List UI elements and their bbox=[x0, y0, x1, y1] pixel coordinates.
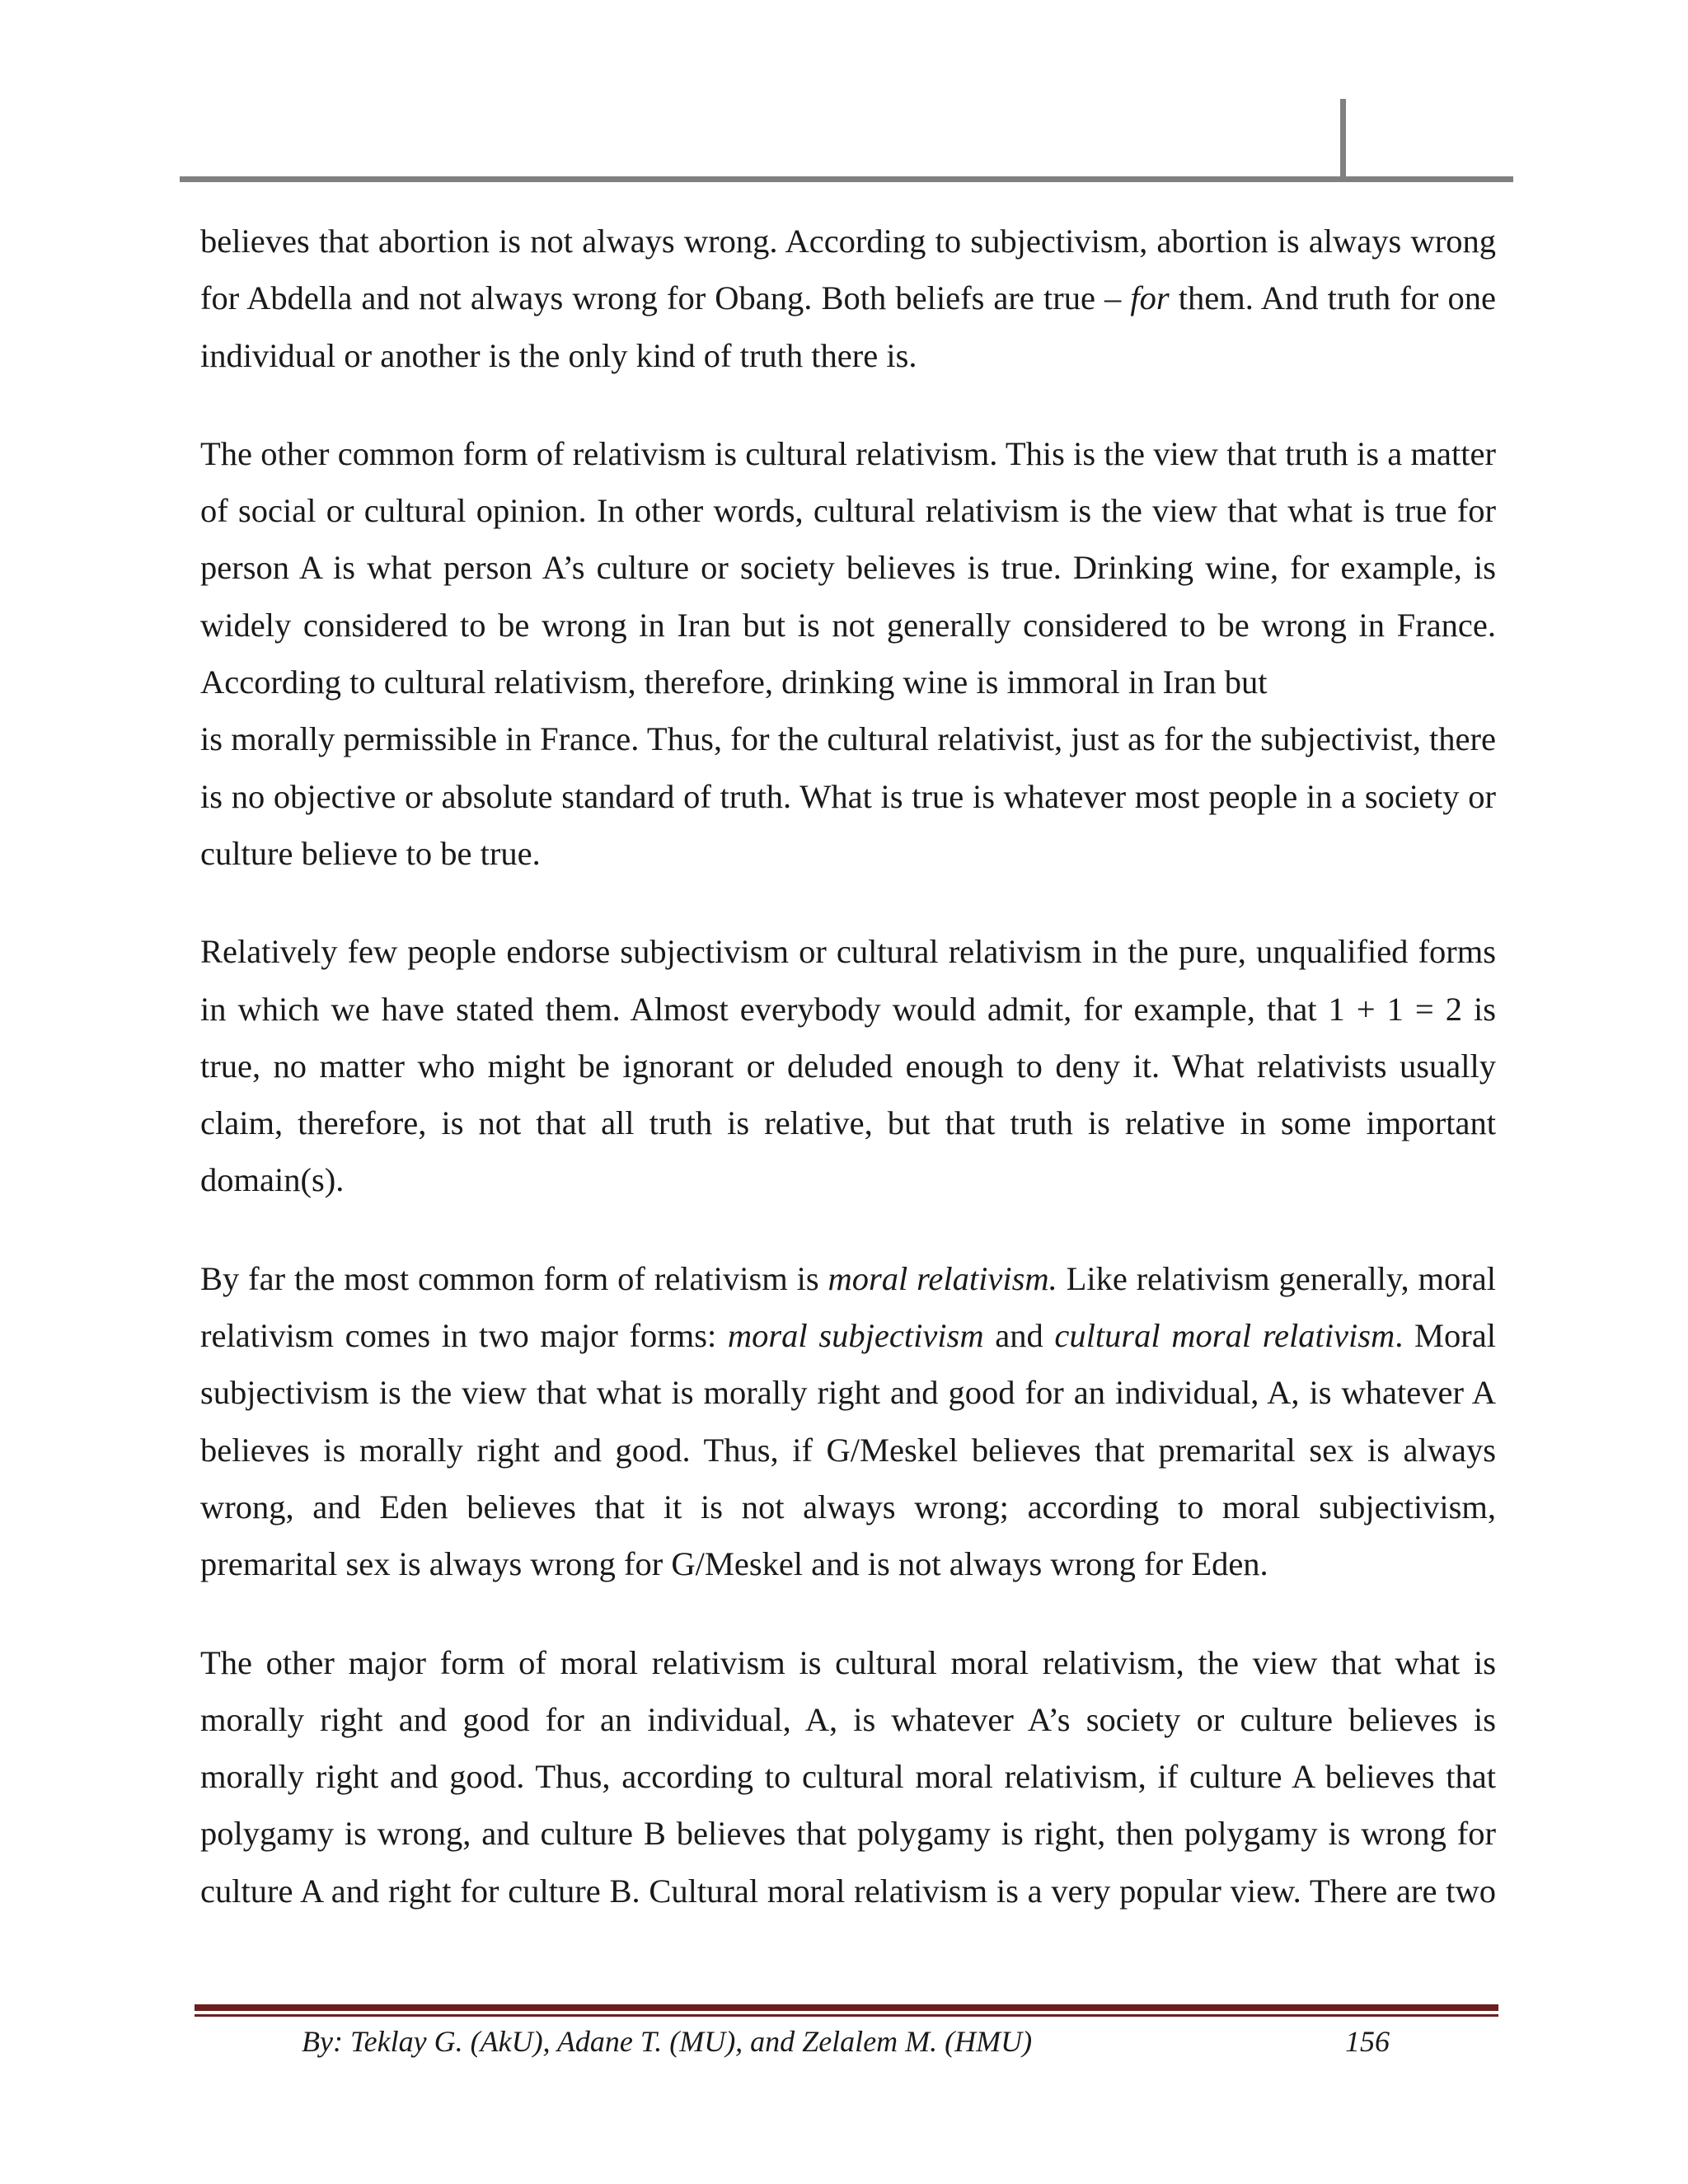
text-line: widely considered to be wrong in Iran but is not generally considered to be wrong in France. bbox=[200, 606, 1496, 644]
header-tick bbox=[1340, 99, 1346, 180]
text-line: culture believe to be true. bbox=[200, 834, 541, 872]
text-line: of social or cultural opinion. In other words, cultural relativism is the view that what is true for bbox=[200, 492, 1496, 530]
footer-rule-thin bbox=[195, 2014, 1498, 2017]
text-line: morally right and good for an individual, A, is whatever A’s society or culture believes is bbox=[200, 1700, 1496, 1738]
paragraph bbox=[200, 923, 1496, 1208]
text-line: true, no matter who might be ignorant or deluded enough to deny it. What relativists usually bbox=[200, 1047, 1496, 1085]
text-line: believes that abortion is not always wrong. According to subjectivism, abortion is always wrong bbox=[200, 223, 1496, 260]
text-run: By far the most common form of relativism is bbox=[200, 1259, 828, 1297]
text-run: relativism comes in two major forms: bbox=[200, 1317, 728, 1355]
text-line: is no objective or absolute standard of truth. What is true is whatever most people in a society or bbox=[200, 777, 1496, 815]
text-run: Like relativism generally, moral bbox=[1057, 1259, 1496, 1297]
text-line: culture A and right for culture B. Cultural moral relativism is a very popular view. There are two bbox=[200, 1872, 1496, 1910]
page-body bbox=[200, 213, 1496, 1961]
text-line: According to cultural relativism, therefore, drinking wine is immoral in Iran but bbox=[200, 663, 1268, 701]
paragraph bbox=[200, 1634, 1496, 1919]
paragraph bbox=[200, 213, 1496, 384]
emphasis: cultural moral relativism bbox=[1054, 1317, 1395, 1355]
text-run: them. And truth for one bbox=[1169, 279, 1496, 317]
text-line bbox=[200, 1307, 1496, 1364]
emphasis: for bbox=[1130, 279, 1170, 317]
text-line: subjectivism is the view that what is morally right and good for an individual, A, is whatever A bbox=[200, 1374, 1496, 1412]
footer-authors: By: Teklay G. (AkU), Adane T. (MU), and Zelalem M. (HMU) bbox=[302, 2025, 1033, 2058]
text-line bbox=[200, 269, 1496, 326]
emphasis: moral subjectivism bbox=[727, 1317, 984, 1355]
page-number: 156 bbox=[1345, 2025, 1390, 2058]
text-line: is morally permissible in France. Thus, for the cultural relativist, just as for the subjectivist, there bbox=[200, 720, 1496, 758]
text-line: Relatively few people endorse subjectivism or cultural relativism in the pure, unqualified forms bbox=[200, 933, 1496, 971]
text-run: and bbox=[983, 1317, 1055, 1355]
text-line: person A is what person A’s culture or society believes is true. Drinking wine, for example, is bbox=[200, 549, 1496, 587]
text-run: . Moral bbox=[1395, 1317, 1496, 1355]
paragraph bbox=[200, 1250, 1496, 1593]
text-line: claim, therefore, is not that all truth is relative, but that truth is relative in some important bbox=[200, 1104, 1496, 1142]
text-line bbox=[200, 1250, 1496, 1307]
text-line: premarital sex is always wrong for G/Meskel and is not always wrong for Eden. bbox=[200, 1545, 1268, 1583]
paragraph bbox=[200, 425, 1496, 882]
footer-rule bbox=[195, 2004, 1498, 2011]
text-line: individual or another is the only kind of truth there is. bbox=[200, 336, 917, 374]
text-line: wrong, and Eden believes that it is not always wrong; according to moral subjectivism, bbox=[200, 1488, 1496, 1526]
text-line: polygamy is wrong, and culture B believes that polygamy is right, then polygamy is wrong for bbox=[200, 1815, 1496, 1853]
text-line: The other common form of relativism is cultural relativism. This is the view that truth is a matter bbox=[200, 434, 1496, 472]
text-line: morally right and good. Thus, according to cultural moral relativism, if culture A believes that bbox=[200, 1758, 1496, 1796]
text-line: The other major form of moral relativism is cultural moral relativism, the view that what is bbox=[200, 1643, 1496, 1681]
text-line: domain(s). bbox=[200, 1161, 345, 1199]
text-line: in which we have stated them. Almost everybody would admit, for example, that 1 + 1 = 2 is bbox=[200, 990, 1496, 1028]
text-run: for Abdella and not always wrong for Obang. Both beliefs are true – bbox=[200, 279, 1131, 317]
text-line: believes is morally right and good. Thus, if G/Meskel believes that premarital sex is always bbox=[200, 1431, 1496, 1469]
emphasis: moral relativism. bbox=[828, 1259, 1057, 1297]
header-rule bbox=[180, 176, 1513, 182]
